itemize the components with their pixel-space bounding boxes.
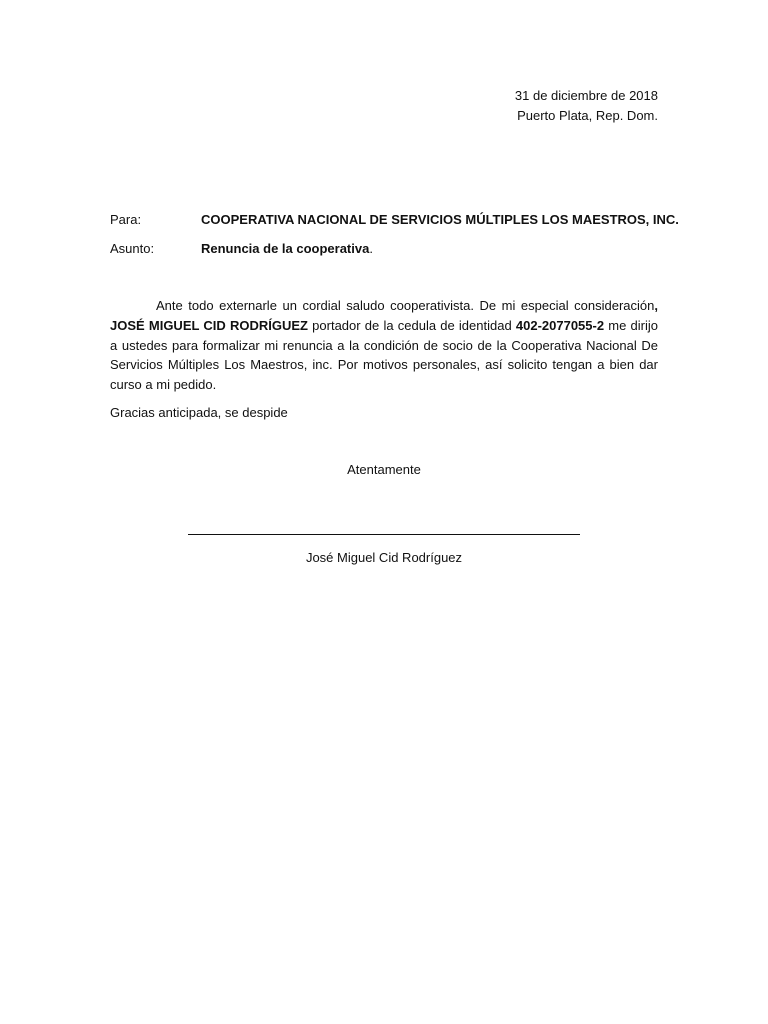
subject-row xyxy=(110,240,373,258)
body-signer-name: , JOSÉ MIGUEL CID RODRÍGUEZ xyxy=(110,298,658,333)
body-text-part2: portador de la cedula de identidad xyxy=(307,317,516,333)
recipient-label: Para: xyxy=(110,212,142,227)
date-location-block xyxy=(515,86,658,126)
body-id-number: 402-2077055-2 xyxy=(515,317,605,333)
subject-period: . xyxy=(369,241,373,256)
body-text-part3: me dirijo a ustedes para formalizar mi renuncia a la condición de socio de la Cooperativa Nacional De Servicios Múltiples Los Maestros, inc. Por motivos personales, así solicito tengan a bien dar curso a mi pedido. xyxy=(110,317,658,393)
letter-location: Puerto Plata, Rep. Dom. xyxy=(517,108,658,123)
body-paragraph xyxy=(110,296,658,395)
body-text-part1: Ante todo externarle un cordial saludo cooperativista. De mi especial consideración xyxy=(156,298,655,313)
recipient-value: COOPERATIVA NACIONAL DE SERVICIOS MÚLTIPLES LOS MAESTROS, INC. xyxy=(201,212,679,227)
subject-value: Renuncia de la cooperativa xyxy=(201,241,370,256)
thanks-line: Gracias anticipada, se despide xyxy=(110,405,288,420)
recipient-row xyxy=(110,211,679,229)
closing-word: Atentamente xyxy=(347,462,421,477)
letter-date: 31 de diciembre de 2018 xyxy=(514,88,658,103)
signer-name: José Miguel Cid Rodríguez xyxy=(305,550,463,565)
subject-label: Asunto: xyxy=(110,241,155,256)
signature-line xyxy=(188,534,580,535)
